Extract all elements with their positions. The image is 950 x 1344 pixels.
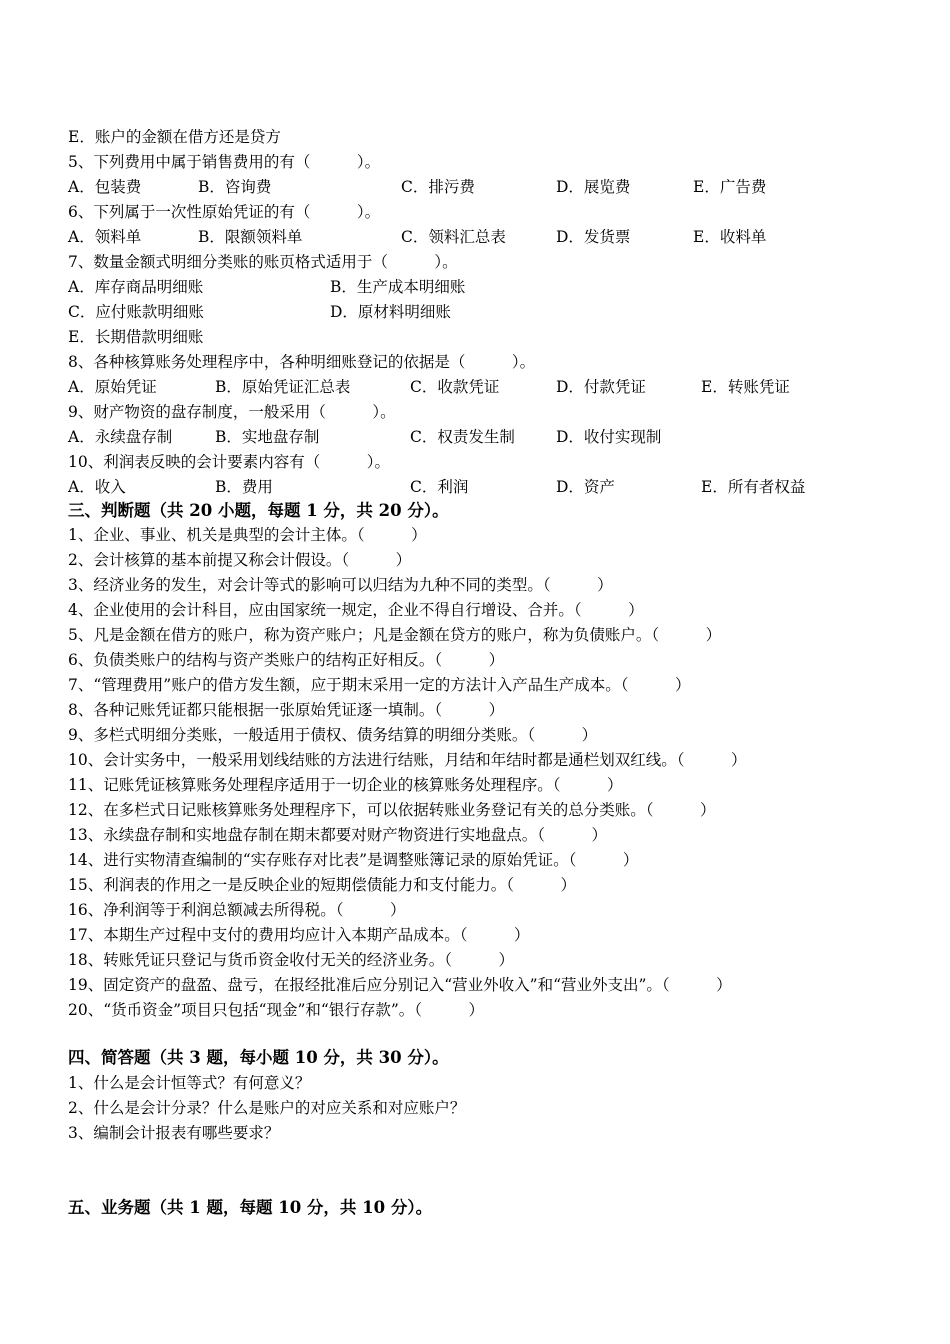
- tf-item-6: 6、负债类账户的结构与资产类账户的结构正好相反。（ ）: [68, 651, 505, 669]
- tf-item-15: 15、利润表的作用之一是反映企业的短期偿债能力和支付能力。（ ）: [68, 876, 576, 894]
- tf-item-9: 9、多栏式明细分类账，一般适用于债权、债务结算的明细分类账。（ ）: [68, 726, 598, 744]
- q6-option-a: A．领料单: [68, 228, 142, 246]
- q6-option-e: E．收料单: [693, 228, 767, 246]
- q10-option-b: B．费用: [215, 478, 273, 496]
- q7-option-d: D．原材料明细账: [330, 303, 451, 321]
- q9-option-c: C．权责发生制: [410, 428, 515, 446]
- q10-option-c: C．利润: [410, 478, 469, 496]
- q5-option-c: C．排污费: [401, 178, 475, 196]
- q10-option-e: E．所有者权益: [701, 478, 806, 496]
- tf-item-12: 12、在多栏式日记账核算账务处理程序下，可以依据转账业务登记有关的总分类账。（ ）: [68, 801, 716, 819]
- q8-option-a: A．原始凭证: [68, 378, 157, 396]
- tf-item-18: 18、转账凭证只登记与货币资金收付无关的经济业务。（ ）: [68, 951, 514, 969]
- q9-option-a: A．永续盘存制: [68, 428, 173, 446]
- q10-options: [68, 477, 868, 497]
- q4-option-e: E．账户的金额在借方还是贷方: [68, 128, 281, 146]
- q7-option-a: A．库存商品明细账: [68, 278, 204, 296]
- q5-option-a: A．包装费: [68, 178, 142, 196]
- q7-options-row1: [68, 277, 868, 297]
- q6-stem: 6、下列属于一次性原始凭证的有（ ）。: [68, 203, 381, 221]
- tf-item-20: 20、“货币资金”项目只包括“现金”和“银行存款”。（ ）: [68, 1001, 485, 1019]
- q7-options-row2: [68, 302, 868, 322]
- q7-options-row3: [68, 327, 868, 347]
- q5-options: [68, 177, 868, 197]
- tf-item-14: 14、进行实物清查编制的“实存账存对比表”是调整账簿记录的原始凭证。（ ）: [68, 851, 639, 869]
- tf-item-5: 5、凡是金额在借方的账户，称为资产账户；凡是金额在贷方的账户，称为负债账户。（ ）: [68, 626, 722, 644]
- tf-item-7: 7、“管理费用”账户的借方发生额，应于期末采用一定的方法计入产品生产成本。（ ）: [68, 676, 691, 694]
- tf-item-4: 4、企业使用的会计科目，应由国家统一规定，企业不得自行增设、合并。（ ）: [68, 601, 644, 619]
- q10-stem: 10、利润表反映的会计要素内容有（ ）。: [68, 453, 390, 471]
- section5-heading: 五、业务题（共 1 题，每题 10 分，共 10 分）。: [68, 1198, 433, 1217]
- tf-item-1: 1、企业、事业、机关是典型的会计主体。（ ）: [68, 526, 427, 544]
- q8-option-b: B．原始凭证汇总表: [215, 378, 351, 396]
- section4-heading: 四、简答题（共 3 题，每小题 10 分，共 30 分）。: [68, 1048, 449, 1067]
- q8-options: [68, 377, 868, 397]
- q9-options: [68, 427, 868, 447]
- tf-item-2: 2、会计核算的基本前提又称会计假设。（ ）: [68, 551, 412, 569]
- q7-stem: 7、数量金额式明细分类账的账页格式适用于（ ）。: [68, 253, 458, 271]
- q5-option-d: D．展览费: [556, 178, 631, 196]
- q8-option-e: E．转账凭证: [701, 378, 790, 396]
- q9-stem: 9、财产物资的盘存制度，一般采用（ ）。: [68, 403, 396, 421]
- tf-item-3: 3、经济业务的发生，对会计等式的影响可以归结为九种不同的类型。（ ）: [68, 576, 613, 594]
- q7-option-b: B．生产成本明细账: [330, 278, 466, 296]
- tf-item-8: 8、各种记账凭证都只能根据一张原始凭证逐一填制。（ ）: [68, 701, 505, 719]
- q7-option-c: C．应付账款明细账: [68, 303, 204, 321]
- q9-option-d: D．收付实现制: [556, 428, 662, 446]
- tf-item-13: 13、永续盘存制和实地盘存制在期末都要对财产物资进行实地盘点。（ ）: [68, 826, 607, 844]
- q8-option-d: D．付款凭证: [556, 378, 646, 396]
- q7-option-e: E．长期借款明细账: [68, 328, 204, 346]
- q8-stem: 8、各种核算账务处理程序中，各种明细账登记的依据是（ ）。: [68, 353, 536, 371]
- q6-option-c: C．领料汇总表: [401, 228, 506, 246]
- section3-heading: 三、判断题（共 20 小题，每题 1 分，共 20 分）。: [68, 501, 449, 520]
- q10-option-a: A．收入: [68, 478, 126, 496]
- q5-stem: 5、下列费用中属于销售费用的有（ ）。: [68, 153, 381, 171]
- q10-option-d: D．资产: [556, 478, 615, 496]
- short-answer-2: 2、什么是会计分录？什么是账户的对应关系和对应账户？: [68, 1099, 466, 1117]
- short-answer-1: 1、什么是会计恒等式？有何意义？: [68, 1074, 311, 1092]
- q9-option-b: B．实地盘存制: [215, 428, 320, 446]
- q6-option-d: D．发货票: [556, 228, 631, 246]
- tf-item-19: 19、固定资产的盘盈、盘亏，在报经批准后应分别记入“营业外收入”和“营业外支出”。（ ）: [68, 976, 732, 994]
- tf-item-11: 11、记账凭证核算账务处理程序适用于一切企业的核算账务处理程序。（ ）: [68, 776, 623, 794]
- tf-item-10: 10、会计实务中，一般采用划线结账的方法进行结账，月结和年结时都是通栏划双红线。（ ）: [68, 751, 747, 769]
- short-answer-3: 3、编制会计报表有哪些要求？: [68, 1124, 280, 1142]
- q6-options: [68, 227, 868, 247]
- q5-option-e: E．广告费: [693, 178, 767, 196]
- q6-option-b: B．限额领料单: [198, 228, 303, 246]
- tf-item-17: 17、本期生产过程中支付的费用均应计入本期产品成本。（ ）: [68, 926, 530, 944]
- tf-item-16: 16、净利润等于利润总额减去所得税。（ ）: [68, 901, 406, 919]
- q8-option-c: C．收款凭证: [410, 378, 500, 396]
- q5-option-b: B．咨询费: [198, 178, 272, 196]
